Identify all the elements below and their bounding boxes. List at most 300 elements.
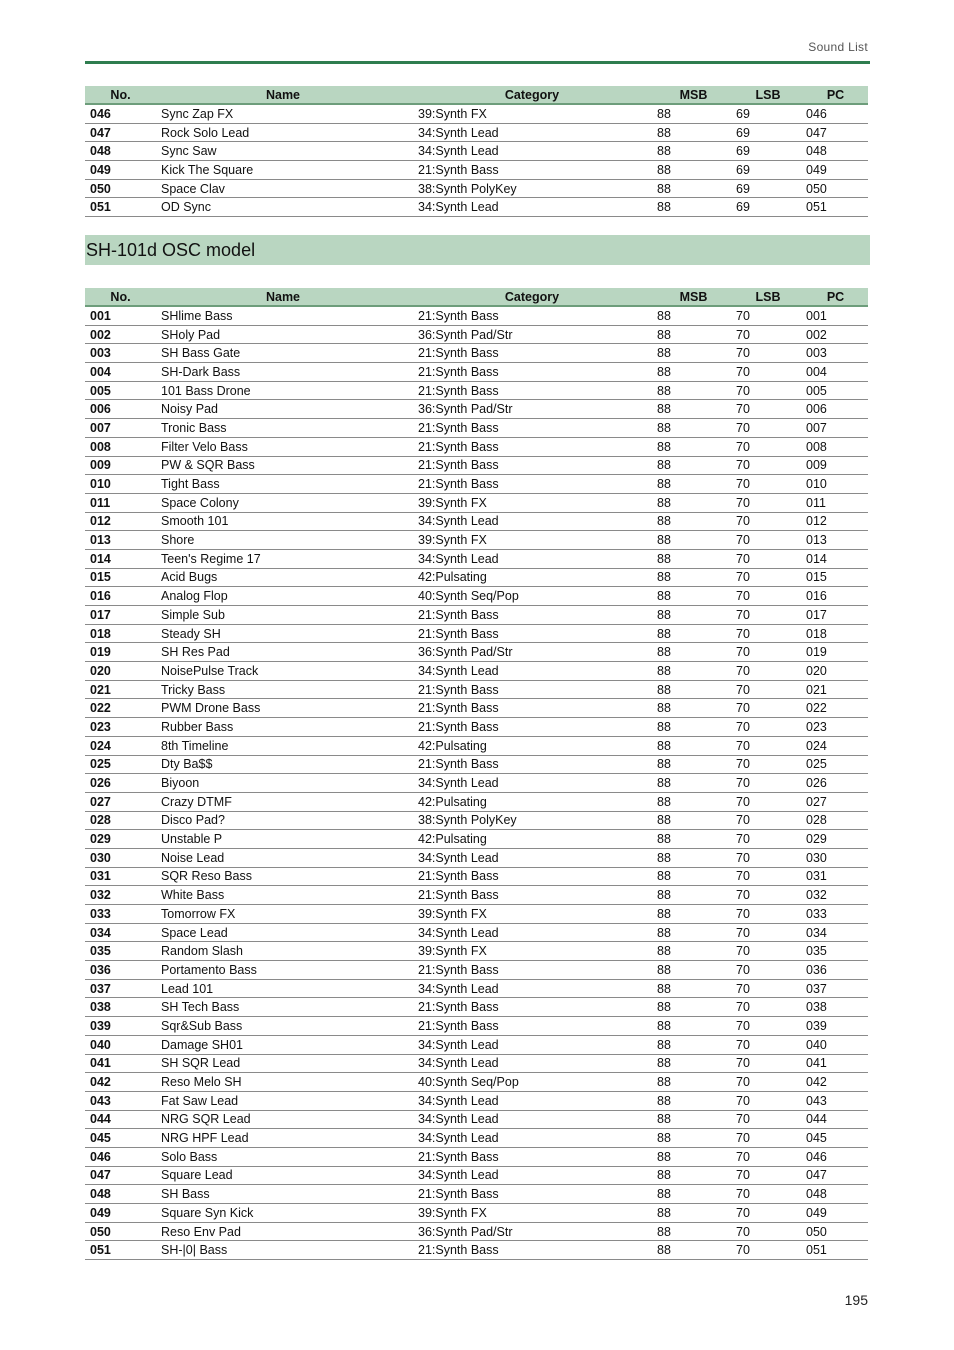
cell-msb: 88 (654, 1017, 733, 1036)
cell-msb: 88 (654, 811, 733, 830)
cell-category: 42:Pulsating (410, 792, 654, 811)
cell-msb: 88 (654, 198, 733, 217)
cell-msb: 88 (654, 680, 733, 699)
cell-lsb: 69 (733, 142, 803, 161)
cell-pc: 024 (803, 736, 868, 755)
cell-category: 34:Synth Lead (410, 1054, 654, 1073)
cell-name: Filter Velo Bass (156, 437, 410, 456)
cell-msb: 88 (654, 905, 733, 924)
table-row (85, 161, 868, 180)
cell-name: SHlime Bass (156, 306, 410, 325)
table-row (85, 998, 868, 1017)
cell-name: Disco Pad? (156, 811, 410, 830)
cell-no: 024 (85, 736, 156, 755)
cell-msb: 88 (654, 961, 733, 980)
cell-name: Tomorrow FX (156, 905, 410, 924)
cell-name: Random Slash (156, 942, 410, 961)
cell-lsb: 70 (733, 1222, 803, 1241)
cell-name: SH-Dark Bass (156, 363, 410, 382)
cell-category: 21:Synth Bass (410, 998, 654, 1017)
cell-no: 003 (85, 344, 156, 363)
cell-lsb: 70 (733, 736, 803, 755)
cell-msb: 88 (654, 512, 733, 531)
cell-lsb: 70 (733, 699, 803, 718)
cell-pc: 026 (803, 774, 868, 793)
cell-no: 040 (85, 1035, 156, 1054)
cell-lsb: 70 (733, 568, 803, 587)
table-row (85, 381, 868, 400)
cell-pc: 012 (803, 512, 868, 531)
cell-lsb: 70 (733, 512, 803, 531)
cell-no: 021 (85, 680, 156, 699)
cell-msb: 88 (654, 1204, 733, 1223)
cell-name: 101 Bass Drone (156, 381, 410, 400)
cell-lsb: 70 (733, 1035, 803, 1054)
cell-no: 037 (85, 979, 156, 998)
table-row (85, 493, 868, 512)
table-row (85, 531, 868, 550)
cell-pc: 034 (803, 923, 868, 942)
table-row (85, 662, 868, 681)
cell-pc: 047 (803, 1166, 868, 1185)
table-row (85, 755, 868, 774)
column-header-category: Category (410, 86, 654, 104)
cell-pc: 030 (803, 848, 868, 867)
cell-category: 34:Synth Lead (410, 774, 654, 793)
cell-name: Fat Saw Lead (156, 1091, 410, 1110)
cell-pc: 014 (803, 549, 868, 568)
sound-table-1 (85, 86, 868, 217)
cell-msb: 88 (654, 792, 733, 811)
cell-pc: 037 (803, 979, 868, 998)
cell-pc: 001 (803, 306, 868, 325)
cell-category: 34:Synth Lead (410, 123, 654, 142)
cell-msb: 88 (654, 736, 733, 755)
cell-msb: 88 (654, 998, 733, 1017)
cell-name: Square Syn Kick (156, 1204, 410, 1223)
cell-name: Crazy DTMF (156, 792, 410, 811)
cell-name: SQR Reso Bass (156, 867, 410, 886)
cell-name: Shore (156, 531, 410, 550)
column-header-category: Category (410, 288, 654, 306)
column-header-msb: MSB (654, 288, 733, 306)
cell-no: 036 (85, 961, 156, 980)
cell-msb: 88 (654, 699, 733, 718)
cell-name: Tronic Bass (156, 419, 410, 438)
cell-no: 043 (85, 1091, 156, 1110)
cell-name: Unstable P (156, 830, 410, 849)
cell-name: NRG HPF Lead (156, 1129, 410, 1148)
cell-name: Reso Env Pad (156, 1222, 410, 1241)
cell-lsb: 70 (733, 437, 803, 456)
table-row (85, 979, 868, 998)
cell-pc: 023 (803, 718, 868, 737)
cell-no: 008 (85, 437, 156, 456)
cell-no: 018 (85, 624, 156, 643)
cell-category: 42:Pulsating (410, 830, 654, 849)
cell-no: 039 (85, 1017, 156, 1036)
cell-no: 007 (85, 419, 156, 438)
cell-lsb: 70 (733, 1054, 803, 1073)
cell-name: Damage SH01 (156, 1035, 410, 1054)
cell-msb: 88 (654, 1185, 733, 1204)
table-row (85, 123, 868, 142)
table-row (85, 942, 868, 961)
cell-name: Rubber Bass (156, 718, 410, 737)
table-row (85, 848, 868, 867)
cell-pc: 006 (803, 400, 868, 419)
table-row (85, 886, 868, 905)
cell-category: 34:Synth Lead (410, 1110, 654, 1129)
cell-pc: 050 (803, 179, 868, 198)
cell-lsb: 70 (733, 811, 803, 830)
cell-no: 042 (85, 1073, 156, 1092)
table-row (85, 1073, 868, 1092)
cell-lsb: 70 (733, 493, 803, 512)
table-row (85, 587, 868, 606)
table-row (85, 475, 868, 494)
cell-msb: 88 (654, 1054, 733, 1073)
table-row (85, 363, 868, 382)
cell-no: 028 (85, 811, 156, 830)
cell-name: Noisy Pad (156, 400, 410, 419)
cell-lsb: 70 (733, 1185, 803, 1204)
cell-category: 21:Synth Bass (410, 456, 654, 475)
cell-name: Noise Lead (156, 848, 410, 867)
cell-msb: 88 (654, 1129, 733, 1148)
table-row (85, 923, 868, 942)
cell-msb: 88 (654, 643, 733, 662)
cell-lsb: 69 (733, 179, 803, 198)
cell-lsb: 70 (733, 1204, 803, 1223)
cell-category: 34:Synth Lead (410, 1035, 654, 1054)
section-heading: SH-101d OSC model (85, 235, 870, 265)
cell-name: Tricky Bass (156, 680, 410, 699)
cell-msb: 88 (654, 886, 733, 905)
cell-lsb: 70 (733, 456, 803, 475)
cell-no: 016 (85, 587, 156, 606)
cell-no: 012 (85, 512, 156, 531)
cell-msb: 88 (654, 306, 733, 325)
cell-msb: 88 (654, 437, 733, 456)
cell-pc: 009 (803, 456, 868, 475)
cell-no: 011 (85, 493, 156, 512)
table-row (85, 549, 868, 568)
cell-category: 21:Synth Bass (410, 1241, 654, 1260)
cell-no: 001 (85, 306, 156, 325)
cell-category: 21:Synth Bass (410, 1147, 654, 1166)
cell-lsb: 70 (733, 1017, 803, 1036)
cell-pc: 010 (803, 475, 868, 494)
cell-no: 015 (85, 568, 156, 587)
table-body (85, 306, 868, 1260)
cell-pc: 038 (803, 998, 868, 1017)
cell-pc: 018 (803, 624, 868, 643)
cell-lsb: 70 (733, 344, 803, 363)
cell-no: 041 (85, 1054, 156, 1073)
cell-msb: 88 (654, 1110, 733, 1129)
cell-lsb: 70 (733, 531, 803, 550)
cell-pc: 044 (803, 1110, 868, 1129)
cell-pc: 049 (803, 161, 868, 180)
cell-no: 017 (85, 606, 156, 625)
cell-name: SH Res Pad (156, 643, 410, 662)
cell-no: 030 (85, 848, 156, 867)
column-header-no: No. (85, 288, 156, 306)
column-header-pc: PC (803, 86, 868, 104)
cell-lsb: 70 (733, 606, 803, 625)
cell-name: Solo Bass (156, 1147, 410, 1166)
cell-no: 033 (85, 905, 156, 924)
cell-pc: 042 (803, 1073, 868, 1092)
cell-name: NoisePulse Track (156, 662, 410, 681)
cell-no: 014 (85, 549, 156, 568)
cell-pc: 021 (803, 680, 868, 699)
table-row (85, 456, 868, 475)
cell-category: 34:Synth Lead (410, 1091, 654, 1110)
cell-msb: 88 (654, 1035, 733, 1054)
table-row (85, 1147, 868, 1166)
cell-msb: 88 (654, 161, 733, 180)
cell-category: 21:Synth Bass (410, 718, 654, 737)
table-row (85, 1204, 868, 1223)
cell-category: 38:Synth PolyKey (410, 179, 654, 198)
table-row (85, 680, 868, 699)
cell-lsb: 70 (733, 381, 803, 400)
table-row (85, 1091, 868, 1110)
cell-lsb: 70 (733, 549, 803, 568)
cell-lsb: 70 (733, 400, 803, 419)
table-row (85, 1166, 868, 1185)
cell-pc: 016 (803, 587, 868, 606)
table-row (85, 179, 868, 198)
cell-category: 34:Synth Lead (410, 512, 654, 531)
cell-lsb: 70 (733, 718, 803, 737)
cell-category: 21:Synth Bass (410, 961, 654, 980)
cell-name: Space Colony (156, 493, 410, 512)
cell-category: 36:Synth Pad/Str (410, 1222, 654, 1241)
cell-no: 019 (85, 643, 156, 662)
cell-msb: 88 (654, 1073, 733, 1092)
cell-lsb: 70 (733, 998, 803, 1017)
table-row (85, 606, 868, 625)
cell-lsb: 70 (733, 1073, 803, 1092)
cell-no: 048 (85, 142, 156, 161)
page-number: 195 (844, 1292, 868, 1308)
cell-pc: 045 (803, 1129, 868, 1148)
cell-no: 029 (85, 830, 156, 849)
cell-name: Dty Ba$$ (156, 755, 410, 774)
cell-category: 42:Pulsating (410, 736, 654, 755)
cell-name: SH Tech Bass (156, 998, 410, 1017)
cell-pc: 028 (803, 811, 868, 830)
cell-no: 002 (85, 325, 156, 344)
cell-pc: 047 (803, 123, 868, 142)
cell-msb: 88 (654, 1241, 733, 1260)
cell-category: 39:Synth FX (410, 104, 654, 123)
cell-category: 21:Synth Bass (410, 419, 654, 438)
cell-no: 025 (85, 755, 156, 774)
cell-category: 34:Synth Lead (410, 662, 654, 681)
cell-no: 010 (85, 475, 156, 494)
cell-pc: 005 (803, 381, 868, 400)
table-row (85, 718, 868, 737)
cell-msb: 88 (654, 493, 733, 512)
cell-msb: 88 (654, 624, 733, 643)
cell-lsb: 70 (733, 1241, 803, 1260)
table-row (85, 736, 868, 755)
cell-no: 027 (85, 792, 156, 811)
table-row (85, 344, 868, 363)
cell-no: 026 (85, 774, 156, 793)
cell-pc: 025 (803, 755, 868, 774)
cell-msb: 88 (654, 1222, 733, 1241)
cell-pc: 008 (803, 437, 868, 456)
header-rule (85, 61, 870, 64)
cell-msb: 88 (654, 142, 733, 161)
cell-category: 34:Synth Lead (410, 848, 654, 867)
cell-lsb: 70 (733, 923, 803, 942)
cell-lsb: 70 (733, 848, 803, 867)
cell-pc: 051 (803, 1241, 868, 1260)
cell-category: 34:Synth Lead (410, 923, 654, 942)
table-header-row (85, 86, 868, 104)
column-header-msb: MSB (654, 86, 733, 104)
cell-msb: 88 (654, 662, 733, 681)
cell-pc: 027 (803, 792, 868, 811)
cell-msb: 88 (654, 923, 733, 942)
cell-msb: 88 (654, 755, 733, 774)
cell-msb: 88 (654, 475, 733, 494)
cell-lsb: 70 (733, 1110, 803, 1129)
cell-category: 36:Synth Pad/Str (410, 400, 654, 419)
cell-no: 047 (85, 123, 156, 142)
cell-msb: 88 (654, 325, 733, 344)
cell-category: 21:Synth Bass (410, 1185, 654, 1204)
cell-category: 40:Synth Seq/Pop (410, 1073, 654, 1092)
cell-msb: 88 (654, 568, 733, 587)
table-row (85, 306, 868, 325)
sound-table-2 (85, 288, 868, 1260)
table-row (85, 643, 868, 662)
cell-name: Biyoon (156, 774, 410, 793)
cell-name: Square Lead (156, 1166, 410, 1185)
cell-pc: 051 (803, 198, 868, 217)
cell-name: Simple Sub (156, 606, 410, 625)
table-row (85, 400, 868, 419)
cell-msb: 88 (654, 381, 733, 400)
cell-lsb: 69 (733, 104, 803, 123)
cell-category: 40:Synth Seq/Pop (410, 587, 654, 606)
cell-pc: 004 (803, 363, 868, 382)
cell-lsb: 70 (733, 979, 803, 998)
cell-pc: 048 (803, 142, 868, 161)
cell-msb: 88 (654, 104, 733, 123)
cell-category: 21:Synth Bass (410, 606, 654, 625)
cell-category: 21:Synth Bass (410, 475, 654, 494)
page-header-section-label: Sound List (808, 40, 868, 54)
cell-name: SH-|0| Bass (156, 1241, 410, 1260)
cell-lsb: 70 (733, 419, 803, 438)
table-row (85, 419, 868, 438)
cell-lsb: 70 (733, 662, 803, 681)
cell-pc: 036 (803, 961, 868, 980)
cell-name: Teen's Regime 17 (156, 549, 410, 568)
cell-category: 34:Synth Lead (410, 1166, 654, 1185)
cell-msb: 88 (654, 123, 733, 142)
cell-category: 38:Synth PolyKey (410, 811, 654, 830)
cell-name: Space Clav (156, 179, 410, 198)
cell-msb: 88 (654, 179, 733, 198)
cell-pc: 050 (803, 1222, 868, 1241)
cell-pc: 013 (803, 531, 868, 550)
cell-pc: 043 (803, 1091, 868, 1110)
cell-msb: 88 (654, 774, 733, 793)
column-header-lsb: LSB (733, 288, 803, 306)
cell-no: 034 (85, 923, 156, 942)
table-row (85, 568, 868, 587)
cell-pc: 003 (803, 344, 868, 363)
cell-pc: 019 (803, 643, 868, 662)
cell-lsb: 70 (733, 1147, 803, 1166)
cell-lsb: 70 (733, 905, 803, 924)
table-row (85, 961, 868, 980)
cell-category: 21:Synth Bass (410, 161, 654, 180)
table-row (85, 1129, 868, 1148)
cell-no: 009 (85, 456, 156, 475)
cell-no: 022 (85, 699, 156, 718)
cell-pc: 035 (803, 942, 868, 961)
cell-name: Reso Melo SH (156, 1073, 410, 1092)
cell-lsb: 70 (733, 942, 803, 961)
table-row (85, 437, 868, 456)
cell-lsb: 69 (733, 123, 803, 142)
cell-category: 21:Synth Bass (410, 363, 654, 382)
table-row (85, 624, 868, 643)
cell-lsb: 70 (733, 587, 803, 606)
cell-no: 032 (85, 886, 156, 905)
cell-pc: 011 (803, 493, 868, 512)
cell-name: Tight Bass (156, 475, 410, 494)
cell-no: 046 (85, 104, 156, 123)
cell-lsb: 70 (733, 363, 803, 382)
cell-category: 21:Synth Bass (410, 755, 654, 774)
table-row (85, 1185, 868, 1204)
cell-pc: 049 (803, 1204, 868, 1223)
cell-category: 34:Synth Lead (410, 979, 654, 998)
cell-pc: 031 (803, 867, 868, 886)
table-row (85, 811, 868, 830)
cell-lsb: 70 (733, 1091, 803, 1110)
cell-name: 8th Timeline (156, 736, 410, 755)
cell-name: Lead 101 (156, 979, 410, 998)
cell-category: 34:Synth Lead (410, 198, 654, 217)
table-header-row (85, 288, 868, 306)
cell-no: 004 (85, 363, 156, 382)
cell-no: 020 (85, 662, 156, 681)
cell-name: Smooth 101 (156, 512, 410, 531)
cell-lsb: 70 (733, 306, 803, 325)
cell-no: 051 (85, 198, 156, 217)
table-row (85, 905, 868, 924)
cell-category: 21:Synth Bass (410, 381, 654, 400)
cell-pc: 002 (803, 325, 868, 344)
cell-lsb: 70 (733, 755, 803, 774)
cell-pc: 007 (803, 419, 868, 438)
cell-pc: 039 (803, 1017, 868, 1036)
cell-name: Portamento Bass (156, 961, 410, 980)
column-header-pc: PC (803, 288, 868, 306)
